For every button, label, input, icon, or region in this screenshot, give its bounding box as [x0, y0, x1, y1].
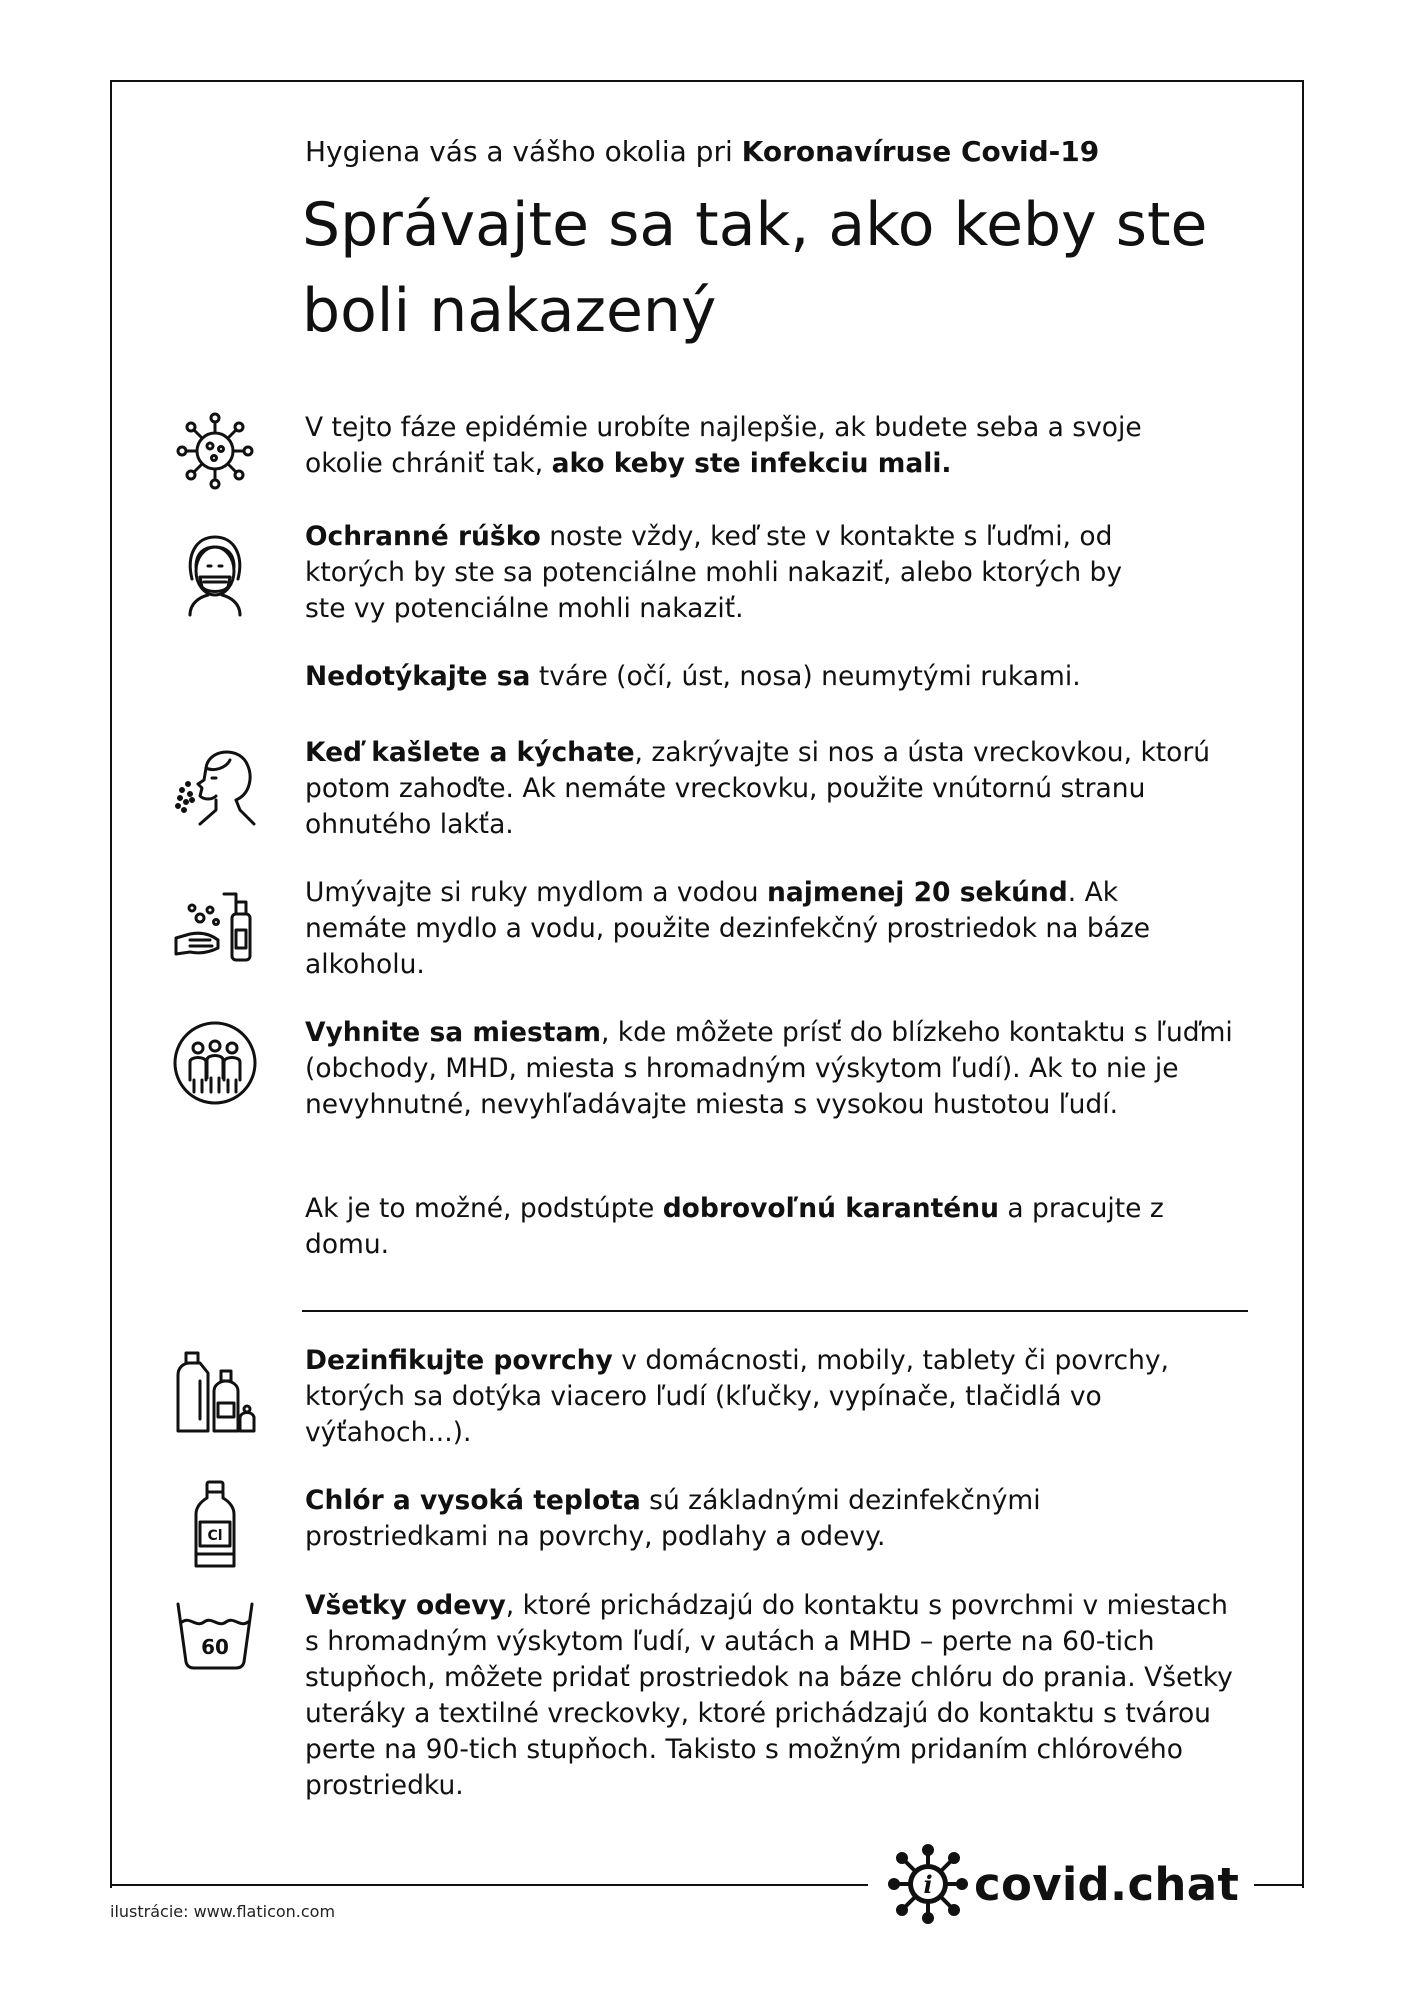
- paragraph-dont-touch-face: [305, 659, 1235, 695]
- paragraph-text: Ak je to možné, podstúpte: [305, 1193, 663, 1224]
- paragraph-avoid-crowds: [305, 1015, 1235, 1123]
- paragraph-highlight: Všetky odevy: [305, 1590, 506, 1621]
- chlorine-symbol: Cl: [207, 1528, 223, 1544]
- hand-washing-icon: [170, 878, 260, 968]
- paragraph-highlight: Ochranné rúško: [305, 521, 541, 552]
- no-crowd-icon: [170, 1018, 260, 1108]
- chlorine-bottle-icon: [170, 1480, 260, 1570]
- paragraph-highlight: Vyhnite sa miestam: [305, 1017, 601, 1048]
- paragraph-highlight: Chlór a vysoká teplota: [305, 1485, 641, 1516]
- paragraph-highlight: ako keby ste infekciu mali.: [551, 448, 952, 479]
- paragraph-text: tváre (očí, úst, nosa) neumytými rukami.: [530, 661, 1081, 692]
- poster-title: Správajte sa tak, ako keby ste boli nakazený: [302, 190, 1208, 346]
- paragraph-highlight: Keď kašlete a kýchate: [305, 737, 635, 768]
- paragraph-cough-sneeze: [305, 735, 1215, 843]
- paragraph-chlorine-heat: [305, 1483, 1105, 1555]
- paragraph-text: V tejto fáze epidémie urobíte najlepšie, ak budete seba a svoje okolie chrániť tak,: [305, 412, 1142, 479]
- wash-temperature-label: 60: [201, 1635, 229, 1659]
- coughing-person-icon: [170, 738, 260, 828]
- paragraph-highlight: dobrovoľnú karanténu: [662, 1193, 999, 1224]
- frame-bottom-line-left: [110, 1884, 868, 1886]
- virus-info-icon: [888, 1844, 968, 1924]
- kicker-text: Hygiena vás a vášho okolia pri: [305, 135, 742, 168]
- wash-60-icon: [170, 1592, 260, 1682]
- paragraph-text: , ktoré prichádzajú do kontaktu s povrchmi v miestach s hromadným výskytom ľudí, v autách a MHD – perte na 60-tich stupňoch, môžete pridať prostriedok na báze chlóru do prania. Všetky uteráky a textilné vreckovky, ktoré prichádzajú do kontaktu s tvárou perte na 90-tich stupňoch. Takisto s možným pridaním chlórového prostriedku.: [305, 1590, 1233, 1801]
- brand-logo: [888, 1842, 1239, 1926]
- paragraph-text: noste vždy, keď ste v kontakte s ľuďmi, od ktorých by ste sa potenciálne mohli nakaziť, alebo ktorých by ste vy potenciálne mohli nakaziť.: [305, 521, 1123, 624]
- paragraph-clothing-wash: [305, 1588, 1235, 1804]
- paragraph-behave-infected: [305, 410, 1155, 482]
- virus-icon: [170, 406, 260, 496]
- poster-kicker: [305, 135, 1099, 168]
- paragraph-highlight: Nedotýkajte sa: [305, 661, 531, 692]
- illustration-credit: ilustrácie: www.flaticon.com: [110, 1902, 336, 1921]
- cleaning-bottles-icon: [170, 1345, 260, 1435]
- paragraph-face-mask: [305, 519, 1155, 627]
- paragraph-text: , zakrývajte si nos a ústa vreckovkou, ktorú potom zahoďte. Ak nemáte vreckovku, použite vnútornú stranu ohnutého lakťa.: [305, 737, 1211, 840]
- paragraph-text: sú základnými dezinfekčnými prostriedkami na povrchy, podlahy a odevy.: [305, 1485, 1041, 1552]
- kicker-highlight: Koronavíruse Covid-19: [741, 135, 1100, 168]
- paragraph-wash-hands: [305, 875, 1185, 983]
- face-mask-icon: [170, 527, 260, 617]
- paragraph-text: . Ak nemáte mydlo a vodu, použite dezinfekčný prostriedok na báze alkoholu.: [305, 877, 1151, 980]
- paragraph-text: a pracujte z domu.: [305, 1193, 1164, 1260]
- logo-letter: i: [923, 1870, 933, 1899]
- paragraph-text: v domácnosti, mobily, tablety či povrchy, ktorých sa dotýka viacero ľudí (kľučky, vypínače, tlačidlá vo výťahoch...).: [305, 1345, 1169, 1448]
- paragraph-text: , kde môžete prísť do blízkeho kontaktu s ľuďmi (obchody, MHD, miesta s hromadným výskytom ľudí). Ak to nie je nevyhnutné, nevyhľadávajte miesta s vysokou hustotou ľudí.: [305, 1017, 1233, 1120]
- frame-bottom-line-right: [1254, 1884, 1302, 1886]
- paragraph-highlight: Dezinfikujte povrchy: [305, 1345, 613, 1376]
- paragraph-highlight: najmenej 20 sekúnd: [767, 877, 1068, 908]
- brand-name: covid.chat: [974, 1857, 1240, 1911]
- section-divider: [302, 1310, 1248, 1312]
- paragraph-disinfect-surfaces: [305, 1343, 1235, 1451]
- paragraph-text: Umývajte si ruky mydlom a vodou: [305, 877, 768, 908]
- paragraph-quarantine: [305, 1191, 1235, 1263]
